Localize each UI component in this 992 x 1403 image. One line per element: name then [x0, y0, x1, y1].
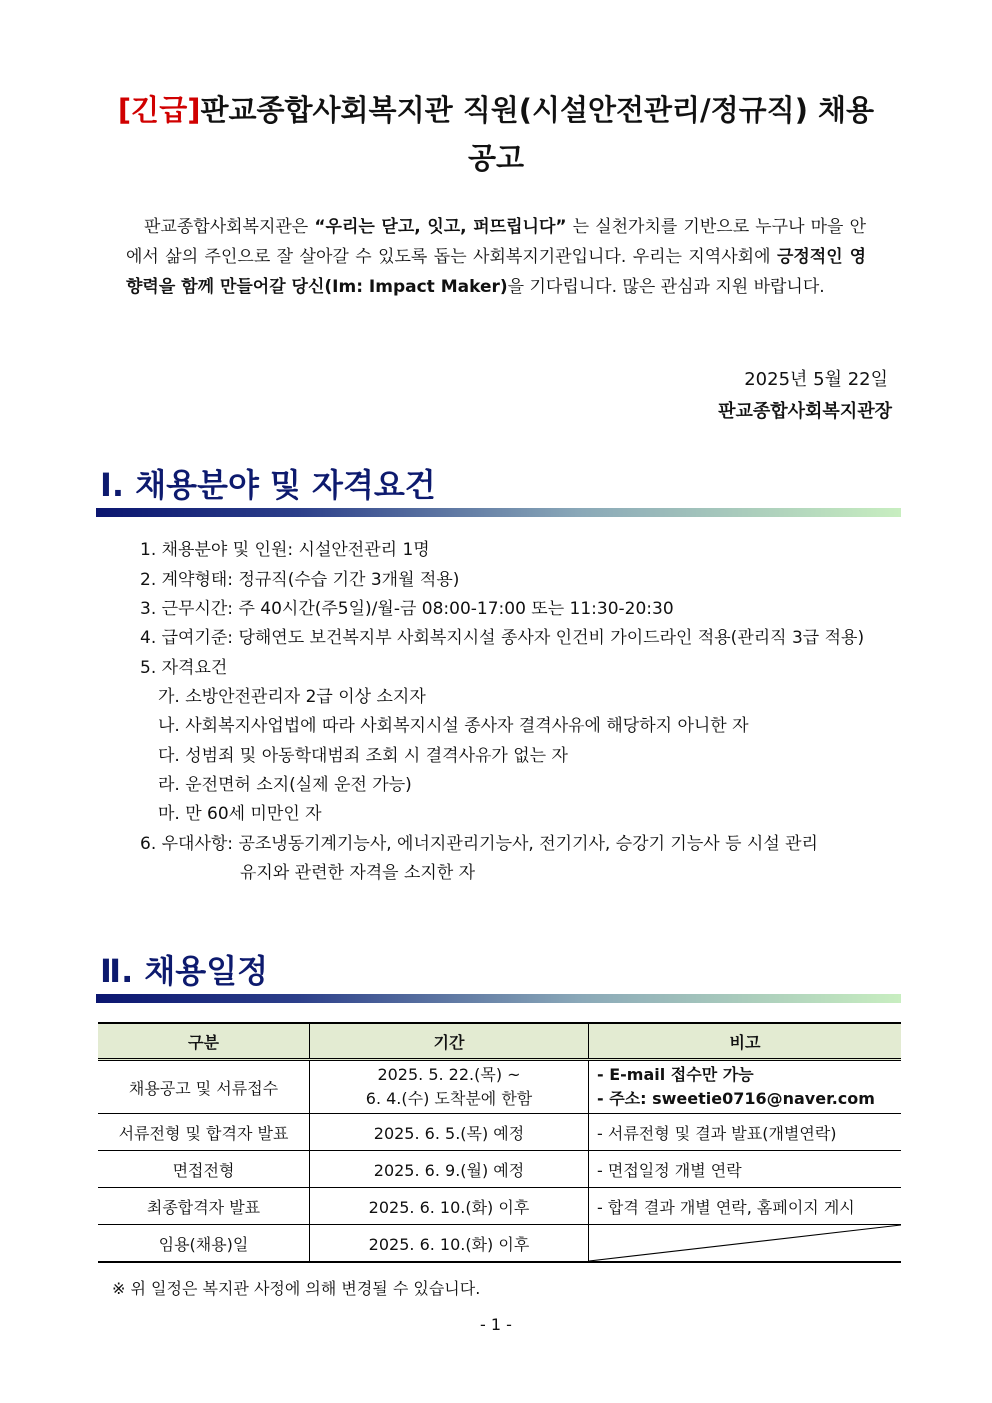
sub-list-item: 라. 운전면허 소지(실제 운전 가능)	[158, 775, 412, 795]
table-cell: 2025. 6. 10.(화) 이후	[310, 1188, 589, 1225]
section1-divider	[96, 508, 901, 517]
table-cell: - 합격 결과 개별 연락, 홈페이지 게시	[589, 1188, 902, 1225]
urgent-tag: [긴급]	[117, 93, 201, 127]
footnote: ※ 위 일정은 복지관 사정에 의해 변경될 수 있습니다.	[112, 1279, 481, 1298]
section1-heading: Ⅰ. 채용분야 및 자격요건	[100, 466, 436, 504]
list-item: 2. 계약형태: 정규직(수습 기간 3개월 적용)	[140, 570, 460, 590]
section2-heading: Ⅱ. 채용일정	[100, 952, 269, 990]
table-header: 비고	[589, 1023, 902, 1060]
table-cell: 채용공고 및 서류접수	[98, 1060, 310, 1114]
table-row	[98, 1114, 901, 1151]
intro-bold: 긍정적인 영향력을 함께 만들어갈 당신(Im: Impact Maker)	[126, 247, 866, 297]
sub-list-item: 나. 사회복지사업법에 따라 사회복지시설 종사자 결격사유에 해당하지 아니한 자	[158, 716, 749, 736]
table-row	[98, 1060, 901, 1114]
table-cell: 2025. 6. 9.(월) 예정	[310, 1151, 589, 1188]
issuer: 판교종합사회복지관장	[718, 401, 892, 422]
table-cell: 2025. 6. 10.(화) 이후	[310, 1225, 589, 1263]
sub-list-item: 다. 성범죄 및 아동학대범죄 조회 시 결격사유가 없는 자	[158, 746, 568, 766]
list-item: 4. 급여기준: 당해연도 보건복지부 사회복지시설 종사자 인건비 가이드라인 적용(관리직 3급 적용)	[140, 628, 865, 648]
list-item: 5. 자격요건	[140, 658, 228, 678]
table-row	[98, 1188, 901, 1225]
document-title-line2: 공고	[467, 141, 525, 175]
page-number: - 1 -	[480, 1315, 512, 1334]
intro-quote: “우리는 닫고, 잇고, 퍼뜨립니다”	[314, 217, 567, 237]
title-line1: 판교종합사회복지관 직원(시설안전관리/정규직) 채용	[200, 93, 875, 127]
table-cell: 2025. 5. 22.(목) ~ 6. 4.(수) 도착분에 한함	[310, 1060, 589, 1114]
diagonal-line	[589, 1225, 901, 1261]
table-cell: - 면접일정 개별 연락	[589, 1151, 902, 1188]
intro-paragraph: 판교종합사회복지관은 “우리는 닫고, 잇고, 퍼뜨립니다” 는 실천가치를 기반으로 누구나 마을 안에서 삶의 주인으로 잘 살아갈 수 있도록 돕는 사회복지기관입니다. 우리는 지역사회에 긍정적인 영향력을 함께 만들어갈 당신(Im: Impact Maker)을 기다립니다. 많은 관심과 지원 바랍니다.	[126, 217, 866, 297]
empty-diagonal-cell	[589, 1225, 902, 1263]
list-item: 6. 우대사항: 공조냉동기계기능사, 에너지관리기능사, 전기기사, 승강기 기능사 등 시설 관리	[140, 834, 818, 854]
table-cell: - E-mail 접수만 가능 - 주소: sweetie0716@naver.com	[589, 1060, 902, 1114]
table-cell: 2025. 6. 5.(목) 예정	[310, 1114, 589, 1151]
table-cell: 최종합격자 발표	[98, 1188, 310, 1225]
sub-list-item: 마. 만 60세 미만인 자	[158, 804, 322, 824]
table-cell: - 서류전형 및 결과 발표(개별연락)	[589, 1114, 902, 1151]
table-cell: 임용(채용)일	[98, 1225, 310, 1263]
table-header: 구분	[98, 1023, 310, 1060]
announcement-date: 2025년 5월 22일	[744, 369, 888, 390]
table-cell: 면접전형	[98, 1151, 310, 1188]
table-cell: 서류전형 및 합격자 발표	[98, 1114, 310, 1151]
section2-divider	[96, 994, 901, 1003]
list-item: 3. 근무시간: 주 40시간(주5일)/월-금 08:00-17:00 또는 11:30-20:30	[140, 599, 674, 619]
table-row	[98, 1151, 901, 1188]
sub-list-item: 가. 소방안전관리자 2급 이상 소지자	[158, 687, 426, 707]
schedule-table	[98, 1022, 901, 1263]
table-row	[98, 1225, 901, 1263]
document-title	[0, 88, 992, 133]
table-header: 기간	[310, 1023, 589, 1060]
list-item: 1. 채용분야 및 인원: 시설안전관리 1명	[140, 540, 430, 560]
list-item-continued: 유지와 관련한 자격을 소지한 자	[240, 863, 476, 883]
